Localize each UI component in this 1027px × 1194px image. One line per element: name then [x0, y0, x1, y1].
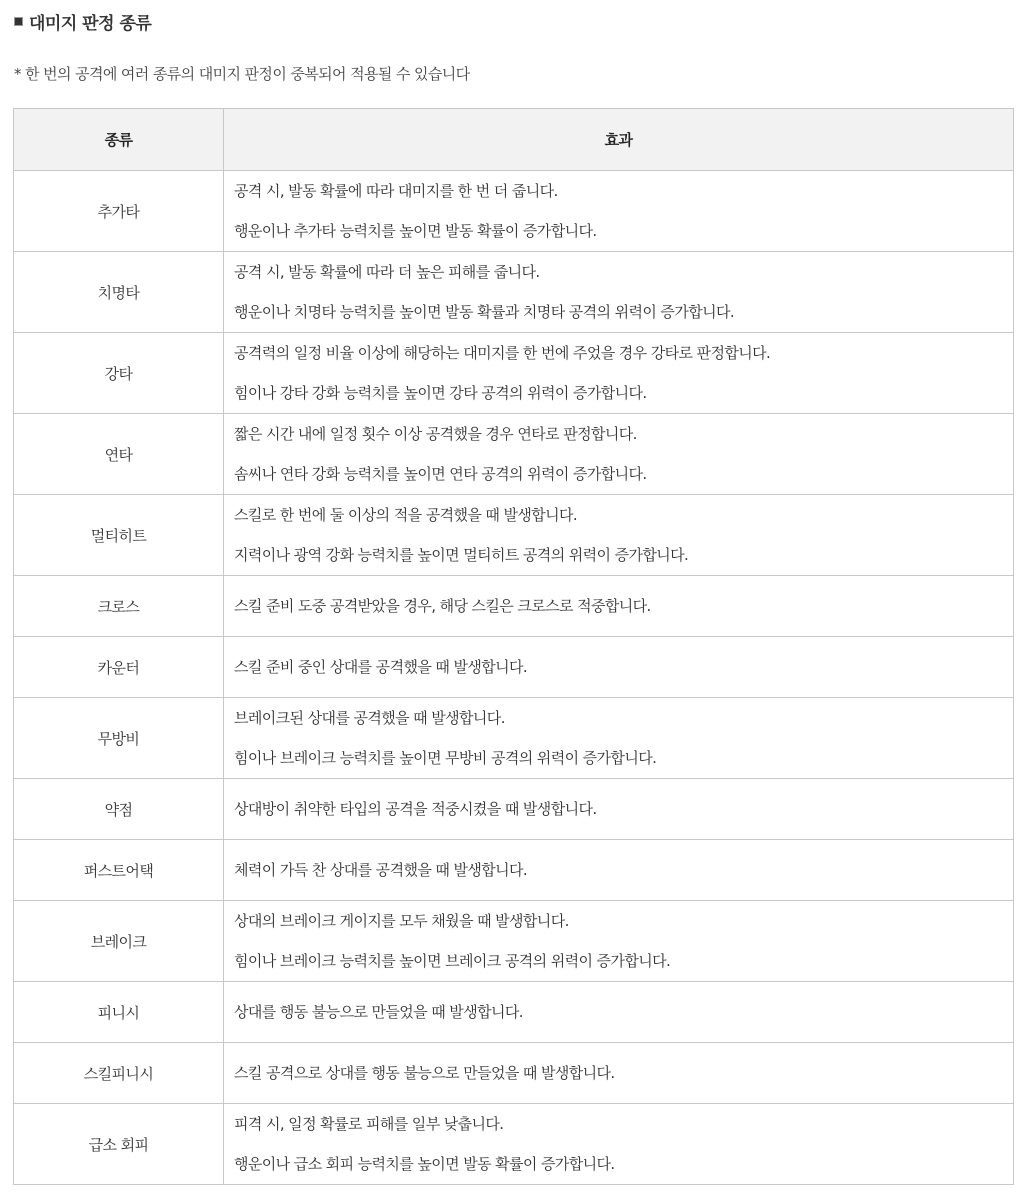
effect-line: 스킬로 한 번에 둘 이상의 적을 공격했을 때 발생합니다. [234, 506, 578, 524]
effect-line: 스킬 준비 중인 상대를 공격했을 때 발생합니다. [234, 658, 528, 676]
effect-line: 힘이나 강타 강화 능력치를 높이면 강타 공격의 위력이 증가합니다. [234, 384, 647, 402]
effect-line: 상대를 행동 불능으로 만들었을 때 발생합니다. [234, 1003, 523, 1021]
damage-type-cell: 피니시 [14, 982, 224, 1043]
effect-line: 지력이나 광역 강화 능력치를 높이면 멀티히트 공격의 위력이 증가합니다. [234, 546, 689, 564]
damage-type-cell: 멀티히트 [14, 495, 224, 576]
effect-line: 브레이크된 상대를 공격했을 때 발생합니다. [234, 709, 505, 727]
table-row [14, 333, 1014, 414]
effect-line: 힘이나 브레이크 능력치를 높이면 브레이크 공격의 위력이 증가합니다. [234, 952, 671, 970]
effect-cell [224, 333, 1014, 414]
section-title: 대미지 판정 종류 [29, 13, 152, 34]
damage-type-cell: 무방비 [14, 698, 224, 779]
table-row [14, 171, 1014, 252]
effect-line: 행운이나 치명타 능력치를 높이면 발동 확률과 치명타 공격의 위력이 증가합니다. [234, 303, 735, 321]
damage-type-cell: 강타 [14, 333, 224, 414]
effect-cell [224, 495, 1014, 576]
effect-cell [224, 779, 1014, 840]
effect-cell [224, 901, 1014, 982]
table-header-row [14, 109, 1014, 171]
column-header-effect: 효과 [224, 109, 1014, 171]
effect-line: 스킬 준비 도중 공격받았을 경우, 해당 스킬은 크로스로 적중합니다. [234, 597, 651, 615]
damage-type-cell: 카운터 [14, 637, 224, 698]
table-row [14, 1043, 1014, 1104]
damage-type-cell: 치명타 [14, 252, 224, 333]
effect-line: 솜씨나 연타 강화 능력치를 높이면 연타 공격의 위력이 증가합니다. [234, 465, 647, 483]
effect-cell [224, 637, 1014, 698]
effect-cell [224, 982, 1014, 1043]
section-heading [14, 8, 151, 34]
effect-line: 상대의 브레이크 게이지를 모두 채웠을 때 발생합니다. [234, 912, 569, 930]
effect-cell [224, 840, 1014, 901]
damage-type-cell: 브레이크 [14, 901, 224, 982]
effect-cell [224, 171, 1014, 252]
effect-line: 피격 시, 일정 확률로 피해를 일부 낮춥니다. [234, 1115, 504, 1133]
column-header-type: 종류 [14, 109, 224, 171]
table-body [14, 171, 1014, 1185]
effect-line: 스킬 공격으로 상대를 행동 불능으로 만들었을 때 발생합니다. [234, 1064, 615, 1082]
effect-cell [224, 252, 1014, 333]
effect-line: 체력이 가득 찬 상대를 공격했을 때 발생합니다. [234, 861, 528, 879]
effect-line: 짧은 시간 내에 일정 횟수 이상 공격했을 경우 연타로 판정합니다. [234, 425, 637, 443]
table-row [14, 779, 1014, 840]
damage-type-cell: 퍼스트어택 [14, 840, 224, 901]
effect-cell [224, 414, 1014, 495]
effect-line: 행운이나 급소 회피 능력치를 높이면 발동 확률이 증가합니다. [234, 1155, 615, 1173]
effect-line: 행운이나 추가타 능력치를 높이면 발동 확률이 증가합니다. [234, 222, 597, 240]
table-row [14, 1104, 1014, 1185]
damage-type-cell: 크로스 [14, 576, 224, 637]
table-row [14, 414, 1014, 495]
effect-cell [224, 698, 1014, 779]
effect-cell [224, 576, 1014, 637]
effect-line: 공격력의 일정 비율 이상에 해당하는 대미지를 한 번에 주었을 경우 강타로 판정합니다. [234, 344, 771, 362]
effect-line: 상대방이 취약한 타입의 공격을 적중시켰을 때 발생합니다. [234, 800, 597, 818]
table-row [14, 901, 1014, 982]
damage-type-cell: 스킬피니시 [14, 1043, 224, 1104]
table-row [14, 698, 1014, 779]
damage-type-cell: 약점 [14, 779, 224, 840]
damage-type-cell: 급소 회피 [14, 1104, 224, 1185]
table-row [14, 495, 1014, 576]
damage-type-cell: 연타 [14, 414, 224, 495]
note-text: * 한 번의 공격에 여러 종류의 대미지 판정이 중복되어 적용될 수 있습니다 [14, 65, 470, 83]
effect-cell [224, 1104, 1014, 1185]
table-row [14, 252, 1014, 333]
table-row [14, 982, 1014, 1043]
table-row [14, 840, 1014, 901]
effect-cell [224, 1043, 1014, 1104]
effect-line: 힘이나 브레이크 능력치를 높이면 무방비 공격의 위력이 증가합니다. [234, 749, 657, 767]
damage-type-cell: 추가타 [14, 171, 224, 252]
table-row [14, 576, 1014, 637]
square-bullet-icon [14, 17, 23, 26]
effect-line: 공격 시, 발동 확률에 따라 더 높은 피해를 줍니다. [234, 263, 540, 281]
effect-line: 공격 시, 발동 확률에 따라 대미지를 한 번 더 줍니다. [234, 182, 558, 200]
table-row [14, 637, 1014, 698]
damage-type-table [13, 108, 1014, 1185]
